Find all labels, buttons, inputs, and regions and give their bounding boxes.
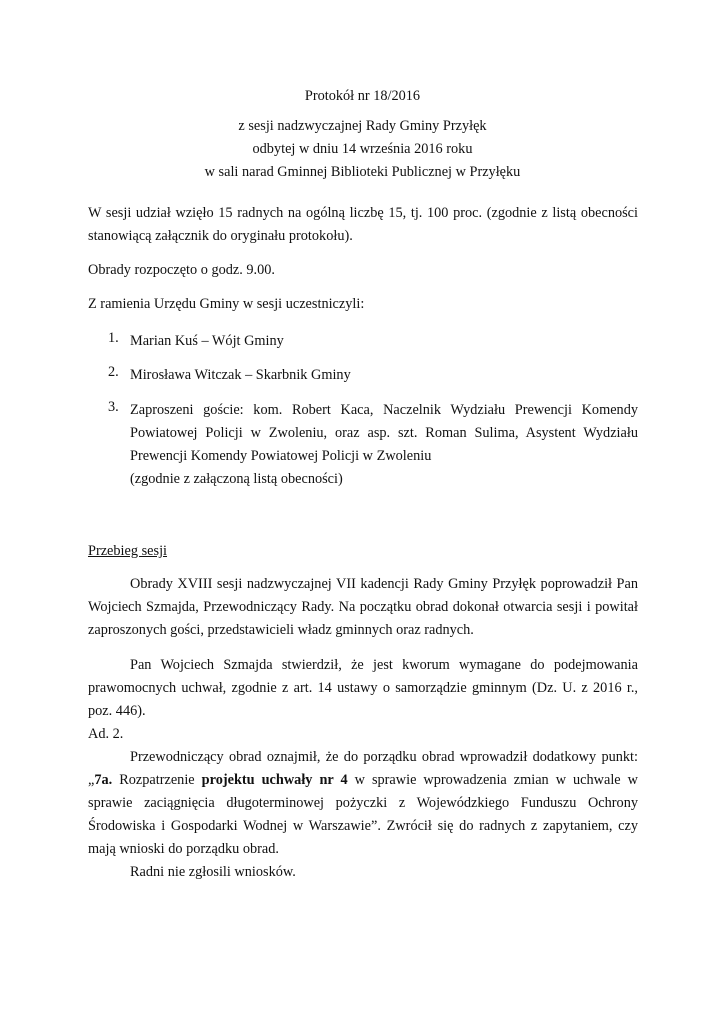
list-item-number: 3. xyxy=(108,399,119,415)
start-time-paragraph: Obrady rozpoczęto o godz. 9.00. xyxy=(88,262,275,278)
ad2-text-end: w sprawie wprowadzenia zmian w uchwale w sprawie zaciągnięcia długoterminowej pożyczki z Wojewódzkiego Funduszu Ochrony Środowiska i Gospodarki Wodnej w Warszawie”. Zwrócił się do radnych z zapytaniem, czy mają wnioski do porządku obrad. xyxy=(88,772,638,857)
ad2-paragraph-1 xyxy=(88,746,638,861)
attendance-paragraph: W sesji udział wzięło 15 radnych na ogólną liczbę 15, tj. 100 proc. (zgodnie z listą obecności stanowiącą załącznik do oryginału protokołu). xyxy=(88,205,638,244)
przebieg-paragraph-2: Pan Wojciech Szmajda stwierdził, że jest kworum wymagane do podejmowania prawomocnych uchwał, zgodnie z art. 14 ustawy o samorządzie gminnym (Dz. U. z 2016 r., poz. 446). xyxy=(88,657,638,719)
section-heading: Przebieg sesji xyxy=(88,543,168,559)
ad2-bold-point: 7a. xyxy=(94,772,113,788)
ad2-text-start: Przewodniczący obrad oznajmił, że do porządku obrad wprowadził dodatkowy punkt: „ xyxy=(88,749,638,788)
date-line: odbytej w dniu 14 września 2016 roku xyxy=(252,141,473,157)
list-item: Marian Kuś – Wójt Gminy xyxy=(130,333,284,349)
ad2-paragraph-2: Radni nie zgłosili wniosków. xyxy=(130,864,296,880)
list-item-number: 1. xyxy=(108,330,119,346)
agenda-item-label: Ad. 2. xyxy=(88,726,124,742)
session-line: z sesji nadzwyczajnej Rady Gminy Przyłęk xyxy=(238,118,487,134)
ad2-bold-project: projektu uchwały nr 4 xyxy=(201,772,348,788)
list-item-text: Zaproszeni goście: kom. Robert Kaca, Naczelnik Wydziału Prewencji Komendy Powiatowej Policji w Zwoleniu, oraz asp. szt. Roman Sulima, Asystent Wydziału Prewencji Komendy Powiatowej Policji w Zwoleniu xyxy=(130,402,638,464)
participants-heading: Z ramienia Urzędu Gminy w sesji uczestniczyli: xyxy=(88,296,365,312)
ad2-text-mid: Rozpatrzenie xyxy=(112,772,202,788)
przebieg-paragraph-1: Obrady XVIII sesji nadzwyczajnej VII kadencji Rady Gminy Przyłęk poprowadził Pan Wojciech Szmajda, Przewodniczący Rady. Na początku obrad dokonał otwarcia sesji i powitał zaproszonych gości, przedstawicieli władz gminnych oraz radnych. xyxy=(88,576,638,638)
list-item-number: 2. xyxy=(108,364,119,380)
list-item: Mirosława Witczak – Skarbnik Gminy xyxy=(130,367,351,383)
list-item-note: (zgodnie z załączoną listą obecności) xyxy=(130,471,343,487)
venue-line: w sali narad Gminnej Biblioteki Publicznej w Przyłęku xyxy=(204,164,521,180)
protocol-title: Protokół nr 18/2016 xyxy=(304,88,421,104)
list-item xyxy=(130,399,638,491)
